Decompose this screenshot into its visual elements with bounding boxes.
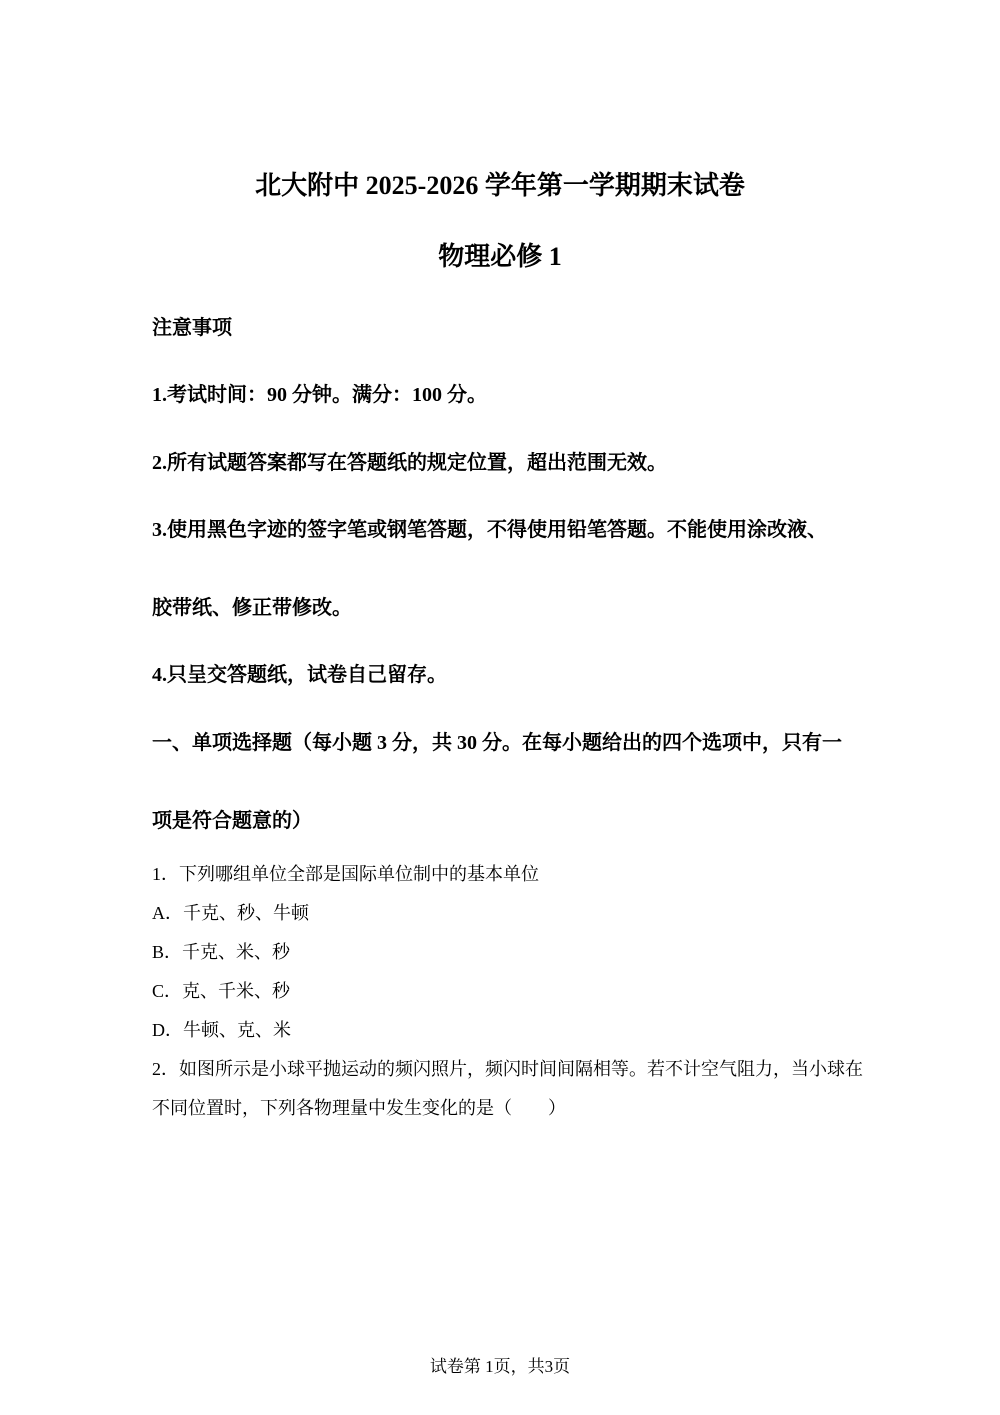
notice-item-3-line-2: 胶带纸、修正带修改。	[152, 597, 352, 619]
question-2-stem-line-2: 不同位置时，下列各物理量中发生变化的是（ ）	[152, 1098, 566, 1118]
notice-item-2: 2.所有试题答案都写在答题纸的规定位置，超出范围无效。	[152, 452, 667, 474]
notice-item-1: 1.考试时间：90 分钟。满分：100 分。	[152, 384, 487, 406]
notice-heading: 注意事项	[152, 317, 232, 339]
question-1-option-c: C．克、千米、秒	[152, 981, 291, 1001]
question-1-option-a: A．千克、秒、牛顿	[152, 903, 309, 923]
question-1-stem: 1．下列哪组单位全部是国际单位制中的基本单位	[152, 864, 539, 884]
exam-subtitle: 物理必修 1	[438, 242, 562, 271]
notice-item-4: 4.只呈交答题纸，试卷自己留存。	[152, 664, 447, 686]
notice-item-3-line-1: 3.使用黑色字迹的签字笔或钢笔答题，不得使用铅笔答题。不能使用涂改液、	[152, 519, 827, 541]
question-1-option-b: B．千克、米、秒	[152, 942, 291, 962]
exam-title: 北大附中 2025-2026 学年第一学期期末试卷	[255, 171, 745, 200]
question-1-option-d: D．牛顿、克、米	[152, 1020, 291, 1040]
section-heading-line-2: 项是符合题意的）	[152, 810, 312, 832]
section-heading-line-1: 一、单项选择题（每小题 3 分，共 30 分。在每小题给出的四个选项中，只有一	[152, 732, 842, 754]
page-footer: 试卷第 1页，共3页	[429, 1357, 571, 1376]
question-2-stem-line-1: 2．如图所示是小球平抛运动的频闪照片，频闪时间间隔相等。若不计空气阻力，当小球在	[152, 1059, 863, 1079]
